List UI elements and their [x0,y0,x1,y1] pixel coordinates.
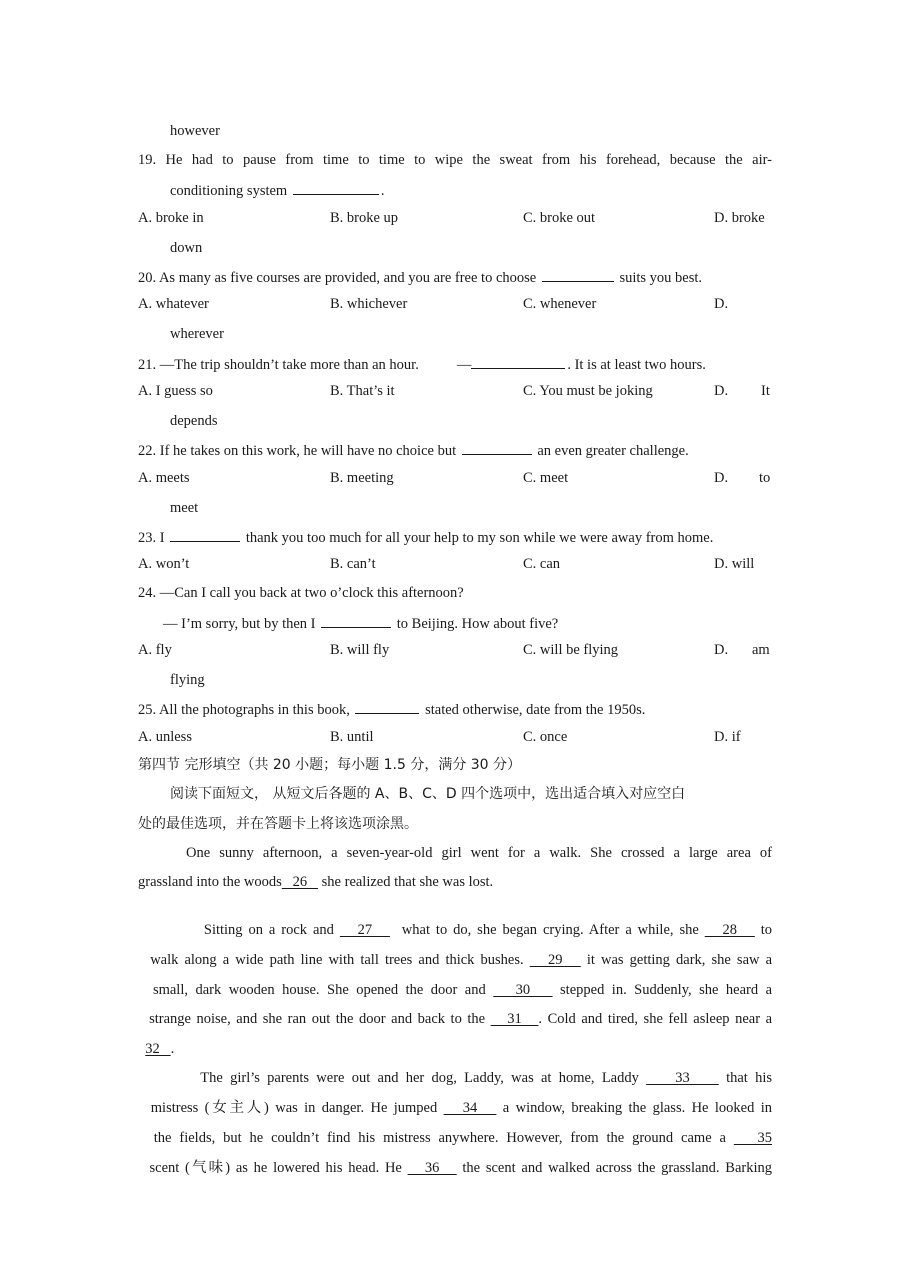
stem-text: conditioning system [170,183,291,199]
option-c: C. whenever [523,296,597,312]
passage-line: One sunny afternoon, a seven-year-old girl went for a walk. She crossed a large area of [186,845,772,861]
option-b: B. can’t [330,556,376,572]
question-19-stem: 19. He had to pause from time to time to wipe the sweat from his forehead, because the air- [138,152,772,168]
stem-text: an even greater challenge. [533,443,689,459]
passage-text: what to do, she began crying. After a while, she [389,922,705,938]
passage-text: that his [718,1070,772,1086]
cloze-blank-36: 36 [407,1160,457,1176]
cloze-blank-26: 26 [281,874,319,890]
question-20-stem [138,266,702,288]
cloze-blank-29: 29 [529,952,581,968]
option-d: D. will [714,556,755,572]
question-25-stem [138,698,645,720]
stem-text: 22. If he takes on this work, he will have no choice but [138,443,460,459]
option-a: A. meets [138,470,190,486]
option-c: C. broke out [523,210,596,226]
cloze-blank-32: 32 [145,1041,171,1057]
passage-text: scent (气味) as he lowered his head. He [149,1160,408,1176]
option-c: C. once [523,729,568,745]
cloze-blank-30: 30 [493,982,553,998]
option-d-text: It [761,383,770,399]
passage-text: . Cold and tired, she fell asleep near a [538,1011,773,1027]
option-d-wrap: meet [170,500,199,516]
cloze-blank-33: 33 [646,1070,719,1086]
answer-blank [462,439,532,455]
answer-blank [471,353,565,369]
stem-text: — I’m sorry, but by then I [163,616,320,632]
answer-blank [355,698,419,714]
option-c: C. You must be joking [523,383,653,399]
passage-line [138,872,493,892]
option-a: A. won’t [138,556,190,572]
cloze-blank-31: 31 [490,1011,539,1027]
passage-text: she realized that she was lost. [318,874,494,890]
answer-blank [170,526,240,542]
option-d: D. if [714,729,741,745]
stem-text: stated otherwise, date from the 1950s. [421,702,646,718]
question-24-stem: 24. —Can I call you back at two o’clock this afternoon? [138,585,464,601]
section-heading: 第四节 完形填空（共 20 小题；每小题 1.5 分，满分 30 分） [138,757,522,773]
option-b: B. whichever [330,296,408,312]
cloze-blank-27: 27 [339,922,390,938]
option-d: D. [714,642,729,658]
passage-text: it was getting dark, she saw a [580,952,773,968]
question-18-tail: however [170,123,220,139]
passage-text: Sitting on a rock and [203,922,340,938]
option-d-wrap: wherever [170,326,224,342]
question-24-stem-cont [163,612,558,634]
stem-text: — [456,357,472,373]
option-d: D. [714,296,729,312]
passage-text: mistress (女主人) was in danger. He jumped [150,1100,444,1116]
option-c: C. can [523,556,561,572]
option-b: B. That’s it [330,383,395,399]
stem-text: to Beijing. How about five? [393,616,559,632]
option-d: D. [714,383,729,399]
passage-text: a window, breaking the glass. He looked in [496,1100,772,1116]
answer-blank [293,179,379,195]
passage-line [138,989,772,1029]
option-d-wrap: depends [170,413,218,429]
option-b: B. broke up [330,210,399,226]
answer-blank [321,612,391,628]
question-22-stem [138,439,689,461]
passage-text: the scent and walked across the grassland. Barking [456,1160,772,1176]
option-d-wrap: flying [170,672,205,688]
option-c: C. meet [523,470,569,486]
section-instructions: 阅读下面短文， 从短文后各题的 A、B、C、D 四个选项中，选出适合填入对应空白 [170,786,686,802]
passage-text: to [754,922,773,938]
stem-text: 25. All the photographs in this book, [138,702,354,718]
stem-text: 23. I [138,530,169,546]
passage-text: The girl’s parents were out and her dog, Laddy, was at home, Laddy [200,1070,647,1086]
stem-text: . It is at least two hours. [567,357,706,373]
option-d-text: to [759,470,771,486]
option-a: A. fly [138,642,172,658]
option-d: D. [714,470,729,486]
stem-text: suits you best. [615,270,703,286]
option-b: B. will fly [330,642,390,658]
stem-text: 20. As many as five courses are provided, and you are free to choose [138,270,540,286]
option-d-text: am [752,642,770,658]
option-c: C. will be flying [523,642,619,658]
passage-text: small, dark wooden house. She opened the door and [152,982,494,998]
passage-line [138,1138,772,1178]
option-a: A. broke in [138,210,204,226]
cloze-blank-34: 34 [443,1100,497,1116]
option-a: A. I guess so [138,383,213,399]
stem-text: . [380,183,385,199]
section-instructions-cont: 处的最佳选项，并在答题卡上将该选项涂黑。 [138,816,418,832]
option-a: A. whatever [138,296,209,312]
answer-blank [542,266,614,282]
passage-text: walk along a wide path line with tall trees and thick bushes. [150,952,530,968]
cloze-blank-35: 35 [733,1130,773,1146]
passage-text: the fields, but he couldn’t find his mistress anywhere. However, from the ground came a [153,1130,734,1146]
passage-text: strange noise, and she ran out the door and back to the [149,1011,491,1027]
option-b: B. until [330,729,374,745]
passage-text: stepped in. Suddenly, she heard a [552,982,773,998]
passage-line [138,1019,174,1059]
passage-text: grassland into the woods [138,874,282,890]
stem-text: thank you too much for all your help to my son while we were away from home. [242,530,714,546]
question-23-stem [138,526,713,548]
question-21-stem [138,353,706,375]
question-19-stem-cont [170,179,384,201]
option-b: B. meeting [330,470,394,486]
option-d-wrap: down [170,240,203,256]
stem-text: 21. —The trip shouldn’t take more than an hour. [138,357,419,373]
option-d: D. broke [714,210,765,226]
option-a: A. unless [138,729,192,745]
passage-text: . [170,1041,175,1057]
cloze-blank-28: 28 [704,922,755,938]
